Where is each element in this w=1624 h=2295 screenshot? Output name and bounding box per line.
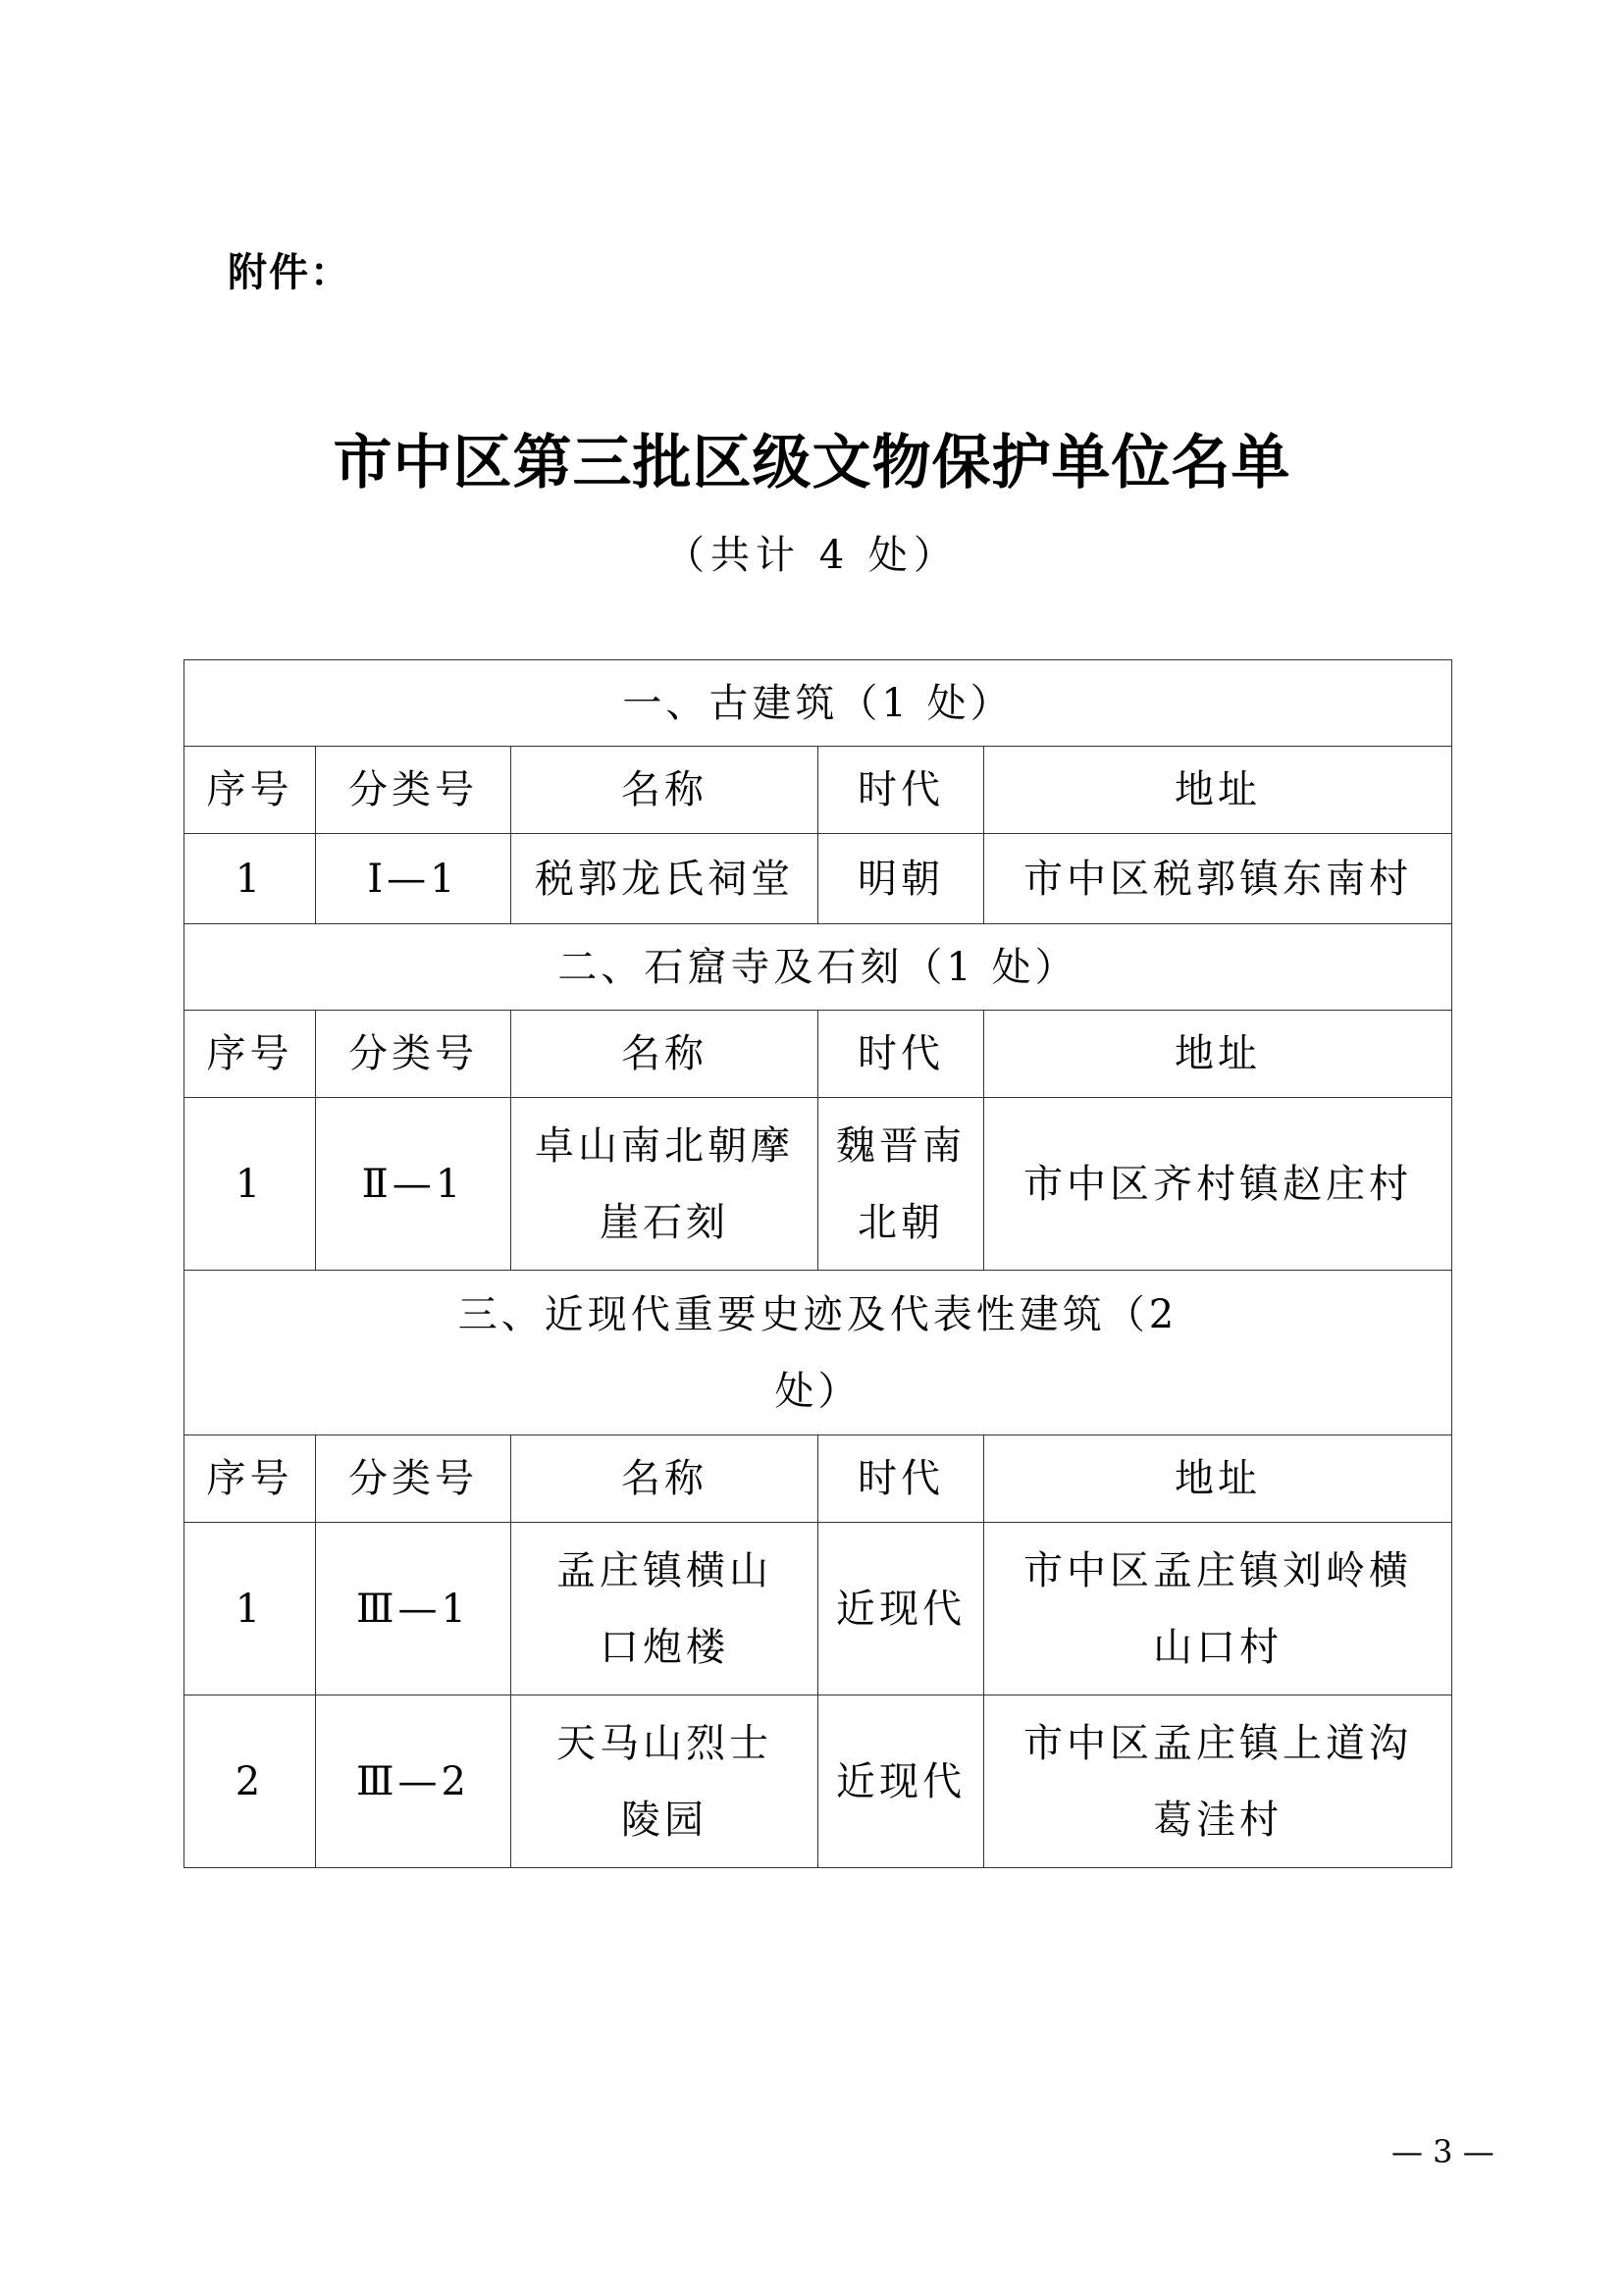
cell-code: Ⅲ—2 [316, 1695, 511, 1868]
header-address: 地址 [984, 1435, 1452, 1523]
table-row [184, 1523, 1452, 1695]
cell-era: 魏晋南北朝 [818, 1098, 984, 1271]
header-era: 时代 [818, 1011, 984, 1098]
cell-no: 1 [184, 834, 316, 924]
cell-name: 天马山烈士陵园 [511, 1695, 818, 1868]
cell-address: 市中区税郭镇东南村 [984, 834, 1452, 924]
attachment-label: 附件： [228, 250, 351, 295]
heritage-list-table [183, 659, 1452, 1868]
cell-name: 卓山南北朝摩崖石刻 [511, 1098, 818, 1271]
table-row [184, 1098, 1452, 1271]
header-name: 名称 [511, 1011, 818, 1098]
cell-address: 市中区孟庄镇上道沟葛洼村 [984, 1695, 1452, 1868]
cell-name: 孟庄镇横山口炮楼 [511, 1523, 818, 1695]
header-code: 分类号 [316, 747, 511, 834]
header-no: 序号 [184, 1435, 316, 1523]
cell-address: 市中区齐村镇赵庄村 [984, 1098, 1452, 1271]
header-no: 序号 [184, 1011, 316, 1098]
section-heading: 三、近现代重要史迹及代表性建筑（2 处） [184, 1271, 1452, 1435]
cell-era: 近现代 [818, 1695, 984, 1868]
cell-address: 市中区孟庄镇刘岭横山口村 [984, 1523, 1452, 1695]
header-code: 分类号 [316, 1435, 511, 1523]
cell-era: 明朝 [818, 834, 984, 924]
section-heading: 二、石窟寺及石刻（1 处） [184, 924, 1452, 1011]
cell-name: 税郭龙氏祠堂 [511, 834, 818, 924]
cell-era: 近现代 [818, 1523, 984, 1695]
document-subtitle: （共计 4 处） [665, 533, 959, 578]
page-number: — 3 — [1391, 2133, 1494, 2170]
header-row [184, 1435, 1452, 1523]
section-heading-row [184, 1271, 1452, 1435]
cell-no: 1 [184, 1098, 316, 1271]
header-name: 名称 [511, 747, 818, 834]
cell-code: Ⅲ—1 [316, 1523, 511, 1695]
table-row [184, 1695, 1452, 1868]
header-row [184, 1011, 1452, 1098]
header-code: 分类号 [316, 1011, 511, 1098]
cell-no: 2 [184, 1695, 316, 1868]
header-name: 名称 [511, 1435, 818, 1523]
section-heading-row [184, 660, 1452, 747]
header-row [184, 747, 1452, 834]
header-no: 序号 [184, 747, 316, 834]
header-address: 地址 [984, 747, 1452, 834]
cell-code: Ⅱ—1 [316, 1098, 511, 1271]
cell-no: 1 [184, 1523, 316, 1695]
section-heading: 一、古建筑（1 处） [184, 660, 1452, 747]
cell-code: Ⅰ—1 [316, 834, 511, 924]
header-address: 地址 [984, 1011, 1452, 1098]
document-title: 市中区第三批区级文物保护单位名单 [333, 429, 1291, 497]
header-era: 时代 [818, 1435, 984, 1523]
header-era: 时代 [818, 747, 984, 834]
table-row [184, 834, 1452, 924]
section-heading-row [184, 924, 1452, 1011]
